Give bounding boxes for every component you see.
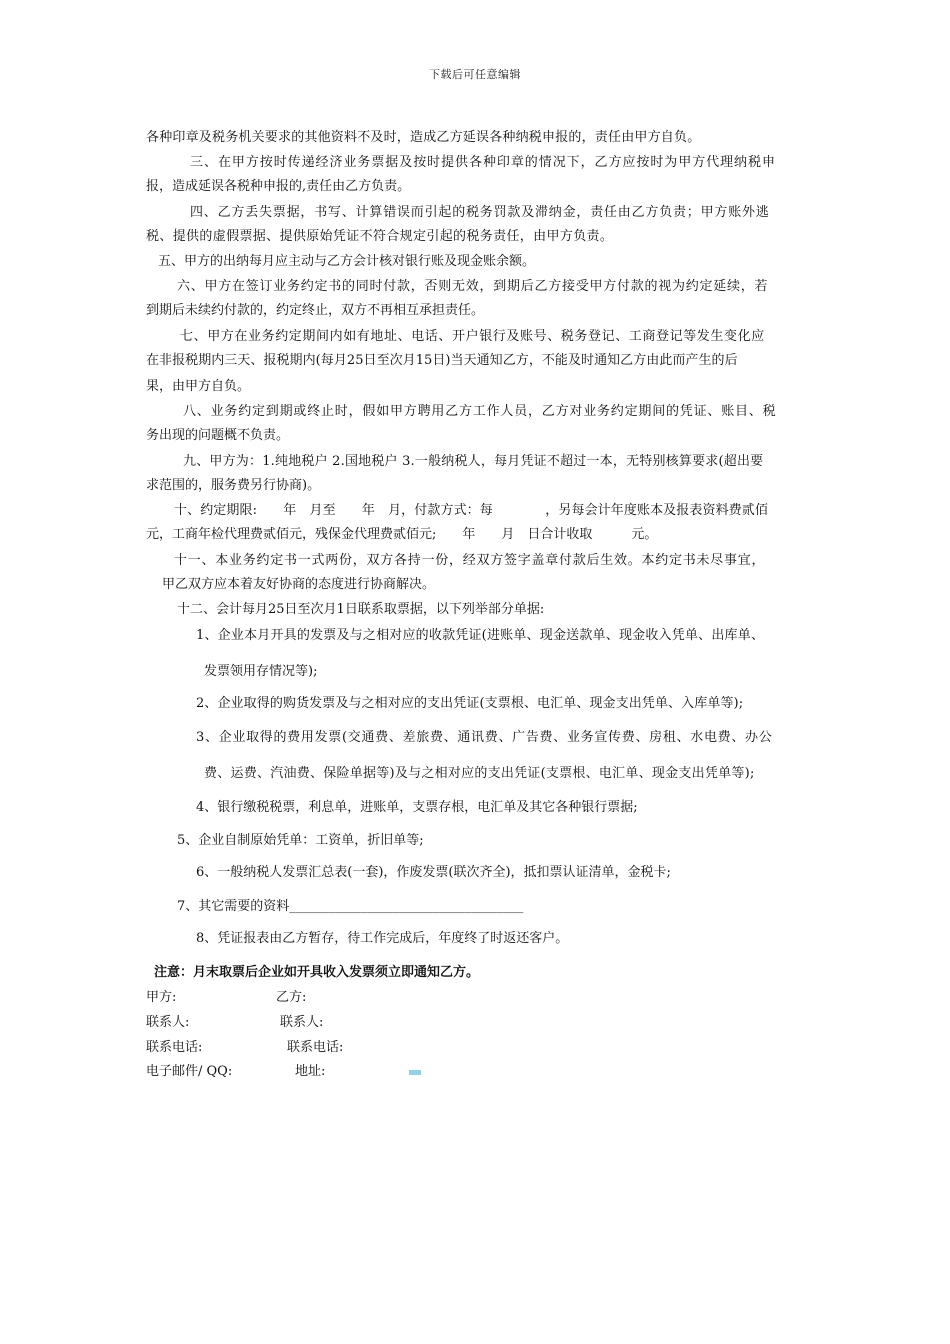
list-item: 8、凭证报表由乙方暂存，待工作完成后，年度终了时返还客户。 <box>196 931 569 946</box>
party-b-label: 乙方: <box>276 990 307 1005</box>
highlight-mark <box>409 1070 421 1075</box>
clause-12: 十二、会计每月25日至次月1日联系取票据，以下列举部分单据: <box>177 602 545 617</box>
clause-7-line3: 果，由甲方自负。 <box>146 379 251 394</box>
list-item: 1、企业本月开具的发票及与之相对应的收款凭证(进账单、现金送款单、现金收入凭单、出库单、 <box>196 628 765 643</box>
clause-11-line2: 甲乙双方应本着友好协商的态度进行协商解决。 <box>162 577 436 592</box>
clause-4-line2: 税、提供的虚假票据、提供原始凭证不符合规定引起的税务责任，由甲方负责。 <box>146 229 614 244</box>
list-item: 5、企业自制原始凭单：工资单，折旧单等; <box>177 833 424 848</box>
clause-10-line1: 十、约定期限: 年 月至 年 月，付款方式：每 ，另每会计年度账本及报表资料费贰佰 <box>174 503 768 518</box>
paragraph-line: 各种印章及税务机关要求的其他资料不及时，造成乙方延误各种纳税申报的，责任由甲方自负。 <box>146 130 701 145</box>
clause-7-line1: 七、甲方在业务约定期间内如有地址、电话、开户银行及账号、税务登记、工商登记等发生变化应 <box>180 329 765 344</box>
clause-10-line2: 元，工商年检代理费贰佰元，残保金代理费贰佰元; 年 月 日合计收取 元。 <box>146 527 658 542</box>
page-header: 下载后可任意编辑 <box>429 68 521 81</box>
list-item: 6、一般纳税人发票汇总表(一套)，作废发票(联次齐全)，抵扣票认证清单，金税卡; <box>196 865 671 880</box>
list-item: 7、其它需要的资料____________________________________ <box>177 899 524 914</box>
clause-4-line1: 四、乙方丢失票据，书写、计算错误而引起的税务罚款及滞纳金，责任由乙方负责；甲方账外逃 <box>190 205 770 220</box>
clause-6-line2: 到期后未续约付款的，约定终止，双方不再相互承担责任。 <box>146 303 485 318</box>
clause-9-line2: 求范围的，服务费另行协商)。 <box>146 478 321 493</box>
notice-text: 注意：月末取票后企业如开具收入发票须立即通知乙方。 <box>154 965 480 980</box>
list-item: 发票领用存情况等); <box>204 664 318 679</box>
address-label: 地址: <box>295 1064 326 1079</box>
contact-b-label: 联系人: <box>280 1015 324 1030</box>
list-item: 2、企业取得的购货发票及与之相对应的支出凭证(支票根、电汇单、现金支出凭单、入库单等); <box>196 696 744 711</box>
party-a-label: 甲方: <box>146 990 177 1005</box>
list-item: 费、运费、汽油费、保险单据等)及与之相对应的支出凭证(支票根、电汇单、现金支出凭单等); <box>204 766 755 781</box>
phone-b-label: 联系电话: <box>287 1040 344 1055</box>
clause-8-line2: 务出现的问题概不负责。 <box>146 428 290 443</box>
list-item: 4、银行缴税税票，利息单，进账单，支票存根，电汇单及其它各种银行票据; <box>196 800 638 815</box>
contact-a-label: 联系人: <box>146 1015 190 1030</box>
clause-7-line2: 在非报税期内三天、报税期内(每月25日至次月15日)当天通知乙方，不能及时通知乙方由此而产生的后 <box>146 353 738 368</box>
clause-9-line1: 九、甲方为：1.纯地税户 2.国地税户 3.一般纳税人，每月凭证不超过一本，无特别核算要求(超出要 <box>183 454 764 469</box>
clause-6-line1: 六、甲方在签订业务约定书的同时付款，否则无效，到期后乙方接受甲方付款的视为约定延续，若 <box>177 279 769 294</box>
clause-3-line1: 三、在甲方按时传递经济业务票据及按时提供各种印章的情况下，乙方应按时为甲方代理纳税申 <box>190 155 776 170</box>
clause-11-line1: 十一、本业务约定书一式两份，双方各持一份，经双方签字盖章付款后生效。本约定书未尽事宜， <box>174 553 766 568</box>
clause-3-line2: 报，造成延误各税种申报的,责任由乙方负责。 <box>146 179 411 194</box>
clause-5: 五、甲方的出纳每月应主动与乙方会计核对银行账及现金账余额。 <box>158 254 536 269</box>
clause-8-line1: 八、业务约定到期或终止时，假如甲方聘用乙方工作人员，乙方对业务约定期间的凭证、账目、税 <box>183 404 777 419</box>
list-item: 3、企业取得的费用发票(交通费、差旅费、通讯费、广告费、业务宣传费、房租、水电费、办公 <box>196 730 773 745</box>
phone-a-label: 联系电话: <box>146 1040 203 1055</box>
email-qq-label: 电子邮件/ QQ: <box>146 1064 233 1079</box>
